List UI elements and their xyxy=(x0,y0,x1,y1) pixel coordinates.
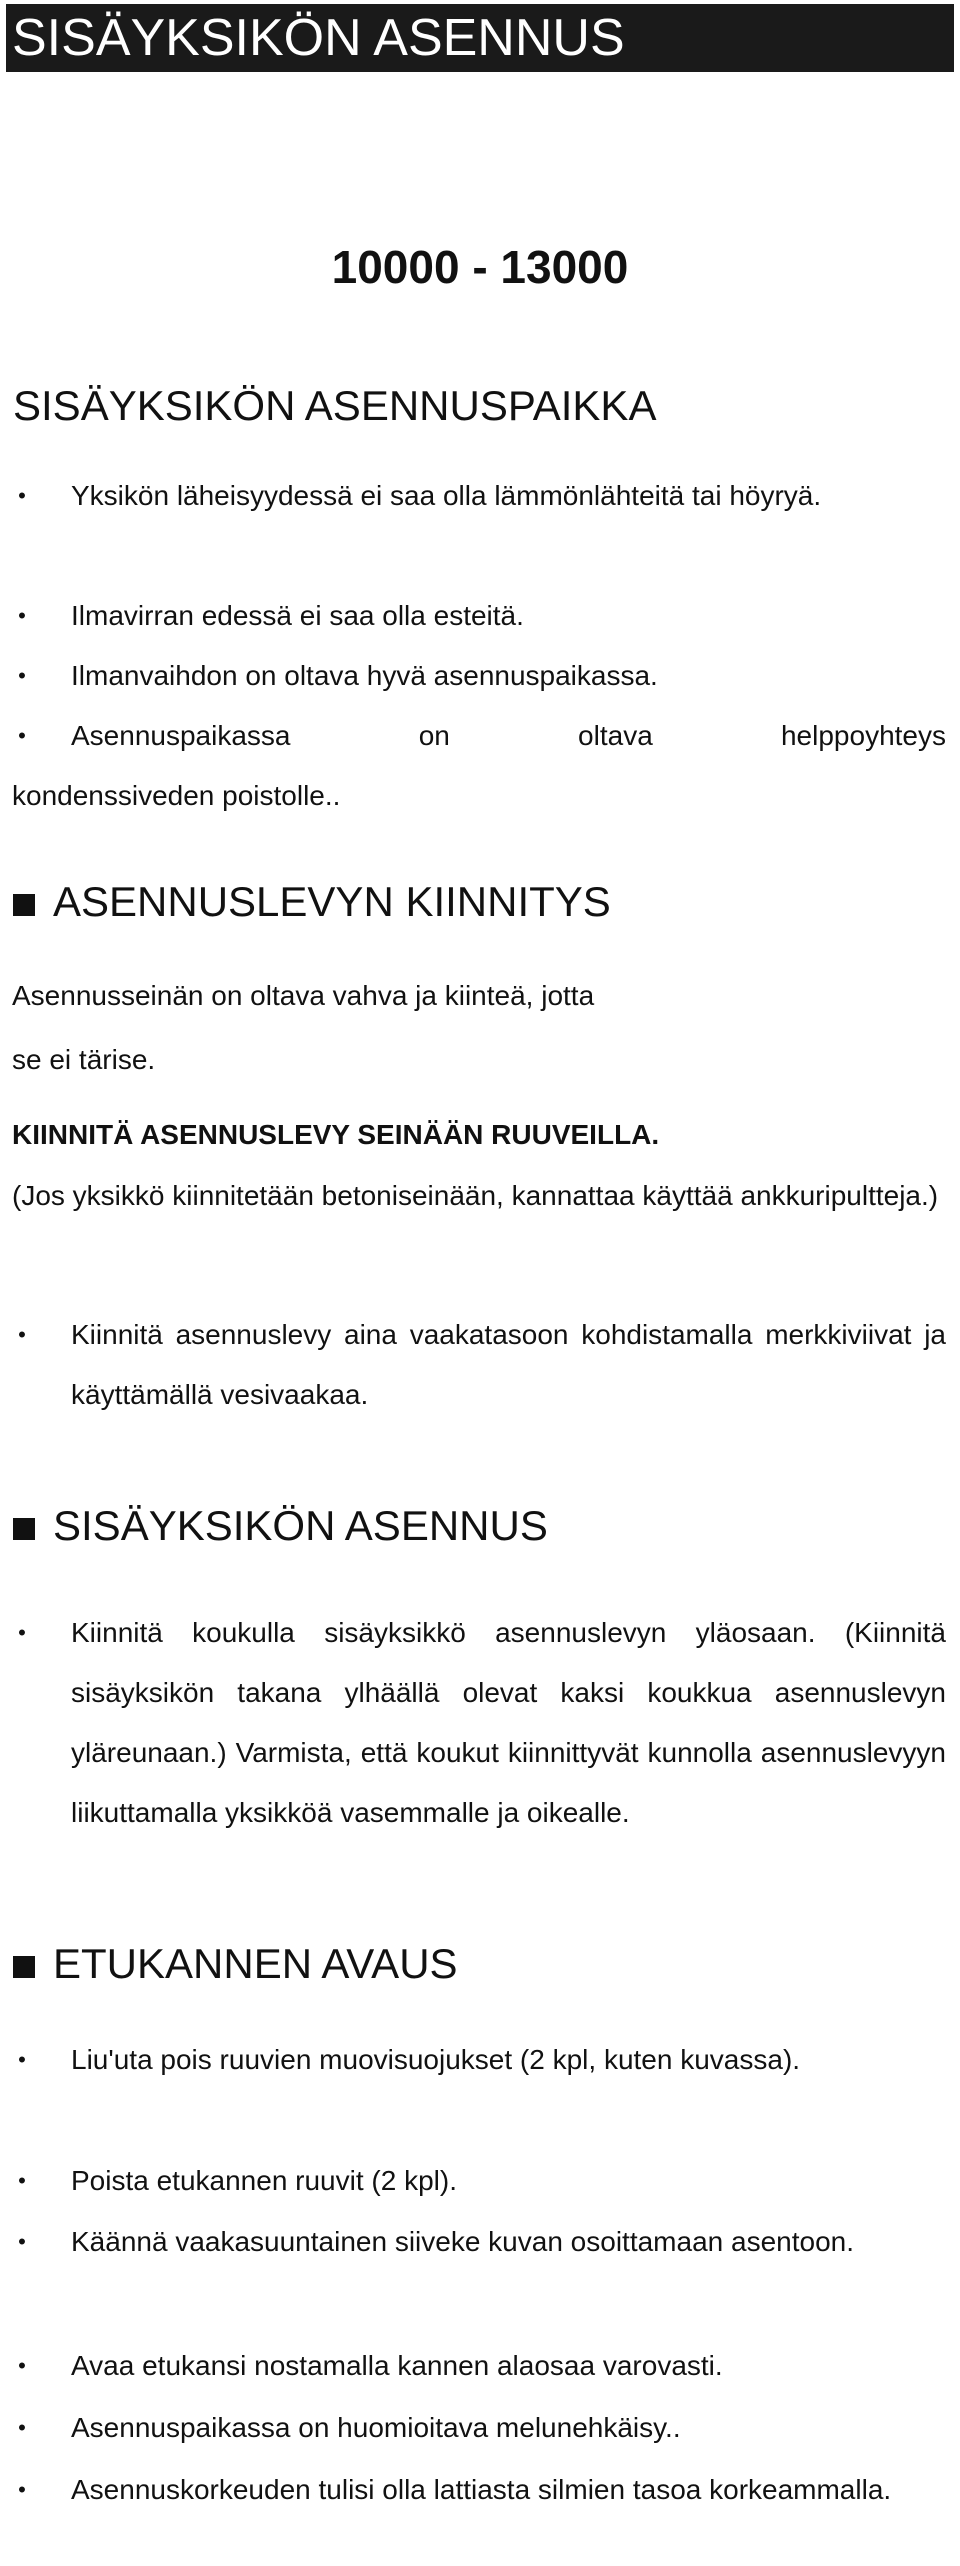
square-bullet-icon xyxy=(13,1956,35,1978)
list-item xyxy=(12,1603,946,1843)
section-heading-location: SISÄYKSIKÖN ASENNUSPAIKKA xyxy=(13,382,657,429)
note-paragraph: (Jos yksikkö kiinnitetään betoniseinään, kannattaa käyttää ankkuripultteja.) xyxy=(12,1180,939,1211)
bullet-icon: • xyxy=(18,1620,26,1645)
list-item-text: Yksikön läheisyydessä ei saa olla lämmönlähteitä tai höyryä. xyxy=(71,480,822,511)
section-heading-text: ETUKANNEN AVAUS xyxy=(53,1940,458,1987)
bullet-icon: • xyxy=(18,723,26,748)
bullet-icon: • xyxy=(18,2415,26,2440)
list-item-text: Asennuspaikassa on oltava helppoyhteys xyxy=(71,720,946,751)
list-item xyxy=(12,2151,946,2211)
list-item xyxy=(12,2212,946,2272)
bullet-icon: • xyxy=(18,663,26,688)
list-item xyxy=(12,466,946,526)
page-title: SISÄYKSIKÖN ASENNUS xyxy=(12,9,625,67)
list-item-text: Asennuskorkeuden tulisi olla lattiasta silmien tasoa korkeammalla. xyxy=(71,2474,892,2505)
list-item-text: Avaa etukansi nostamalla kannen alaosaa varovasti. xyxy=(71,2350,723,2381)
list-item-text: Ilmanvaihdon on oltava hyvä asennuspaikassa. xyxy=(71,660,658,691)
list-item xyxy=(12,2030,946,2090)
bullet-icon: • xyxy=(18,2229,26,2254)
bullet-icon: • xyxy=(18,2477,26,2502)
paragraph-line: se ei tärise. xyxy=(12,1044,156,1075)
list-item-text: Ilmavirran edessä ei saa olla esteitä. xyxy=(71,600,524,631)
paragraph-line: Asennusseinän on oltava vahva ja kiinteä, jotta xyxy=(12,980,595,1011)
list-item-continuation: kondenssiveden poistolle.. xyxy=(12,780,341,811)
section-heading-cover xyxy=(13,1940,458,1988)
square-bullet-icon xyxy=(13,894,35,916)
bullet-icon: • xyxy=(18,603,26,628)
bullet-icon: • xyxy=(18,483,26,508)
list-item-text: Liu'uta pois ruuvien muovisuojukset (2 kpl, kuten kuvassa). xyxy=(71,2044,801,2075)
section-heading-text: ASENNUSLEVYN KIINNITYS xyxy=(53,878,611,925)
list-item xyxy=(12,586,946,646)
list-item-text: Asennuspaikassa on huomioitava melunehkäisy.. xyxy=(71,2412,681,2443)
title-banner xyxy=(6,4,954,72)
list-item xyxy=(12,1305,946,1425)
list-item xyxy=(12,2460,946,2520)
list-item xyxy=(12,646,946,706)
bullet-icon: • xyxy=(18,1322,26,1347)
square-bullet-icon xyxy=(13,1518,35,1540)
list-item xyxy=(12,2398,946,2458)
bullet-icon: • xyxy=(18,2353,26,2378)
bullet-icon: • xyxy=(18,2168,26,2193)
model-range: 10000 - 13000 xyxy=(331,241,629,293)
list-item xyxy=(12,706,946,766)
list-item-text: Kiinnitä asennuslevy aina vaakatasoon kohdistamalla merkkiviivat ja käyttämällä vesivaakaa. xyxy=(71,1319,946,1410)
section-heading-plate xyxy=(13,878,611,926)
section-heading-text: SISÄYKSIKÖN ASENNUS xyxy=(53,1502,548,1549)
list-item-text: Poista etukannen ruuvit (2 kpl). xyxy=(71,2165,457,2196)
section-heading-indoor xyxy=(13,1502,548,1550)
list-item-text: Käännä vaakasuuntainen siiveke kuvan osoittamaan asentoon. xyxy=(71,2226,854,2257)
list-item xyxy=(12,2336,946,2396)
bullet-icon: • xyxy=(18,2047,26,2072)
instruction-text: KIINNITÄ ASENNUSLEVY SEINÄÄN RUUVEILLA. xyxy=(12,1119,660,1150)
list-item-text: Kiinnitä koukulla sisäyksikkö asennuslevyn yläosaan. (Kiinnitä sisäyksikön takana ylhäällä olevat kaksi koukkua asennuslevyn yläreunaan.) Varmista, että koukut kiinnittyvät kunnolla asennuslevyyn liikuttamalla yksikköä vasemmalle ja oikealle. xyxy=(71,1617,946,1828)
